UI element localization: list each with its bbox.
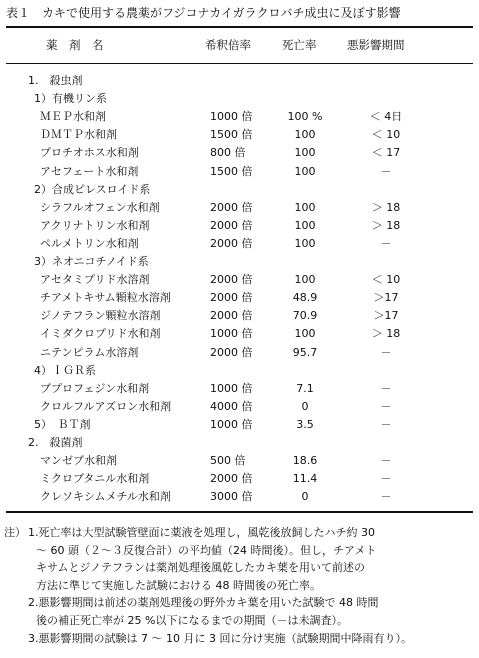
- pesticide-name: クロルフルアズロン水和剤: [40, 399, 172, 413]
- dilution-rate: 2000 倍: [210, 273, 253, 287]
- note-line: [4, 594, 476, 612]
- adverse-period: －: [380, 381, 392, 395]
- adverse-period: －: [380, 472, 392, 486]
- mortality-value: 3.5: [296, 417, 314, 431]
- pesticide-name: ペルメトリン水和剤: [40, 236, 139, 250]
- table-row: [0, 307, 479, 325]
- adverse-period: －: [380, 164, 392, 178]
- mortality-value: 100: [294, 236, 316, 250]
- subcategory-row: [0, 416, 479, 434]
- dilution-rate: 1500 倍: [210, 164, 253, 178]
- note-line: [4, 559, 476, 577]
- note-text: 1.死亡率は大型試験管壁面に薬液を処理し，風乾後放飼したハチ約 30: [28, 526, 375, 539]
- dilution-rate: 2000 倍: [210, 291, 253, 305]
- note-text: 方法に準じて実施した試験における 48 時間後の死亡率。: [36, 578, 321, 592]
- dilution-rate: 800 倍: [210, 146, 246, 160]
- table-row: [0, 289, 479, 307]
- pesticide-name: ミクロブタニル水和剤: [40, 472, 150, 486]
- pesticide-name: アクリナトリン水和剤: [40, 218, 150, 232]
- note-text: ～ 60 頭（２～３反復合計）の平均値（24 時間後）。但し，チアメト: [36, 543, 377, 557]
- header-name: 薬 剤 名: [46, 38, 104, 52]
- dilution-rate: 2000 倍: [210, 472, 253, 486]
- adverse-period: ＞ 18: [371, 327, 401, 341]
- pesticide-name: 1. 殺虫剤: [28, 74, 83, 87]
- dilution-rate: 2000 倍: [210, 345, 253, 359]
- adverse-period: －: [380, 236, 392, 250]
- note-line: [4, 630, 476, 648]
- mortality-value: 95.7: [292, 345, 318, 359]
- pesticide-name: 3）ネオニコチノイド系: [34, 255, 149, 268]
- mortality-value: 70.9: [292, 309, 318, 323]
- dilution-rate: 1500 倍: [210, 128, 253, 142]
- pesticide-name: 1）有機リン系: [34, 92, 107, 106]
- pesticide-name: 2. 殺菌剤: [28, 436, 83, 449]
- note-text: キサムとジノテフランは薬剤処理後風乾したカキ葉を用いて前述の: [36, 561, 366, 575]
- adverse-period: －: [380, 490, 392, 504]
- table-row: [0, 144, 479, 162]
- note-line: [4, 524, 476, 542]
- mortality-value: 100: [294, 146, 316, 160]
- table-row: [0, 126, 479, 144]
- adverse-period: ＞17: [373, 291, 399, 305]
- mortality-value: 7.1: [296, 381, 314, 395]
- mortality-value: 48.9: [292, 291, 318, 305]
- pesticide-name: 5） ＢＴ剤: [34, 417, 91, 431]
- pesticide-name: イミダクロプリド水和剤: [40, 327, 161, 341]
- subcategory-row: [0, 181, 479, 199]
- dilution-rate: 2000 倍: [210, 309, 253, 323]
- adverse-period: －: [380, 454, 392, 468]
- pesticide-name: ブプロフェジン水和剤: [40, 381, 150, 395]
- pesticide-name: マンゼブ水和剤: [40, 454, 117, 468]
- dilution-rate: 1000 倍: [210, 110, 253, 124]
- mortality-value: 100: [294, 273, 316, 287]
- table-row: [0, 380, 479, 398]
- mortality-value: 100: [294, 164, 316, 178]
- pesticide-name: アセフェート水和剤: [40, 164, 139, 178]
- mortality-value: 18.6: [292, 454, 318, 468]
- mortality-value: 100: [294, 218, 316, 232]
- note-text: 後の補正死亡率が 25 %以下になるまでの期間（－は未調査）。: [36, 613, 348, 627]
- table-row: [0, 199, 479, 217]
- table-row: [0, 488, 479, 506]
- note-line: [4, 542, 476, 560]
- pesticide-name: ＭＥＰ水和剤: [40, 110, 106, 124]
- adverse-period: －: [380, 417, 392, 431]
- adverse-period: ＞ 18: [371, 200, 401, 214]
- adverse-period: ＞17: [373, 309, 399, 323]
- dilution-rate: 4000 倍: [210, 399, 253, 413]
- table-row: [0, 235, 479, 253]
- table-row: [0, 108, 479, 126]
- table-row: [0, 344, 479, 362]
- note-line: [4, 577, 476, 595]
- mortality-value: 100: [294, 327, 316, 341]
- dilution-rate: 1000 倍: [210, 417, 253, 431]
- table-row: [0, 163, 479, 181]
- note-prefix: 注）: [4, 526, 26, 539]
- dilution-rate: 2000 倍: [210, 236, 253, 250]
- table-row: [0, 398, 479, 416]
- adverse-period: ＜ 4日: [369, 110, 403, 124]
- pesticide-name: プロチオホス水和剤: [40, 146, 139, 160]
- adverse-period: ＜ 10: [371, 273, 401, 287]
- header-rate: 希釈倍率: [205, 38, 251, 52]
- dilution-rate: 2000 倍: [210, 218, 253, 232]
- note-text: 2.悪影響期間は前述の薬剤処理後の野外カキ葉を用いた試験で 48 時間: [28, 596, 379, 610]
- table-title: 表１ カキで使用する農薬がフジコナカイガラクロバチ成虫に及ぼす影響: [6, 6, 401, 20]
- pesticide-name: ニテンピラム水溶剤: [40, 345, 139, 359]
- mortality-value: 0: [301, 490, 309, 504]
- pesticide-name: シラフルオフェン水和剤: [40, 200, 160, 214]
- adverse-period: －: [380, 345, 392, 359]
- top-rule: [6, 26, 473, 28]
- category-row: [0, 72, 479, 90]
- header-mortality: 死亡率: [282, 38, 317, 52]
- note-line: [4, 612, 476, 630]
- table-row: [0, 217, 479, 235]
- mortality-value: 100 %: [287, 110, 323, 124]
- pesticide-name: チアメトキサム顆粒水溶剤: [40, 291, 171, 305]
- table-row: [0, 470, 479, 488]
- table-row: [0, 452, 479, 470]
- adverse-period: ＞ 18: [371, 218, 401, 232]
- dilution-rate: 500 倍: [210, 454, 246, 468]
- dilution-rate: 1000 倍: [210, 381, 253, 395]
- mortality-value: 100: [294, 200, 316, 214]
- pesticide-name: 4）ＩＧＲ系: [34, 363, 96, 377]
- mortality-value: 0: [301, 399, 309, 413]
- footnotes: [4, 524, 476, 647]
- table-row: [0, 271, 479, 289]
- mortality-value: 11.4: [292, 472, 318, 486]
- category-row: [0, 434, 479, 452]
- pesticide-name: 2）合成ピレスロイド系: [34, 182, 151, 196]
- bottom-rule: [6, 511, 473, 513]
- pesticide-name: ジノテフラン顆粒水溶剤: [40, 309, 161, 323]
- table-row: [0, 325, 479, 343]
- pesticide-name: クレソキシムメチル水和剤: [40, 490, 171, 504]
- dilution-rate: 3000 倍: [210, 490, 253, 504]
- note-text: 3.悪影響期間の試験は 7 ～ 10 月に 3 回に分け実施（試験期間中降雨有り）。: [28, 631, 412, 645]
- subcategory-row: [0, 90, 479, 108]
- adverse-period: ＜ 17: [371, 146, 401, 160]
- subcategory-row: [0, 362, 479, 380]
- mortality-value: 100: [294, 128, 316, 142]
- adverse-period: －: [380, 399, 392, 413]
- pesticide-name: ＤＭＴＰ水和剤: [40, 128, 117, 142]
- pesticide-name: アセタミプリド水溶剤: [40, 273, 150, 287]
- subcategory-row: [0, 253, 479, 271]
- dilution-rate: 2000 倍: [210, 200, 253, 214]
- dilution-rate: 1000 倍: [210, 327, 253, 341]
- header-rule: [6, 63, 473, 64]
- adverse-period: ＜ 10: [371, 128, 401, 142]
- header-period: 悪影響期間: [347, 38, 405, 52]
